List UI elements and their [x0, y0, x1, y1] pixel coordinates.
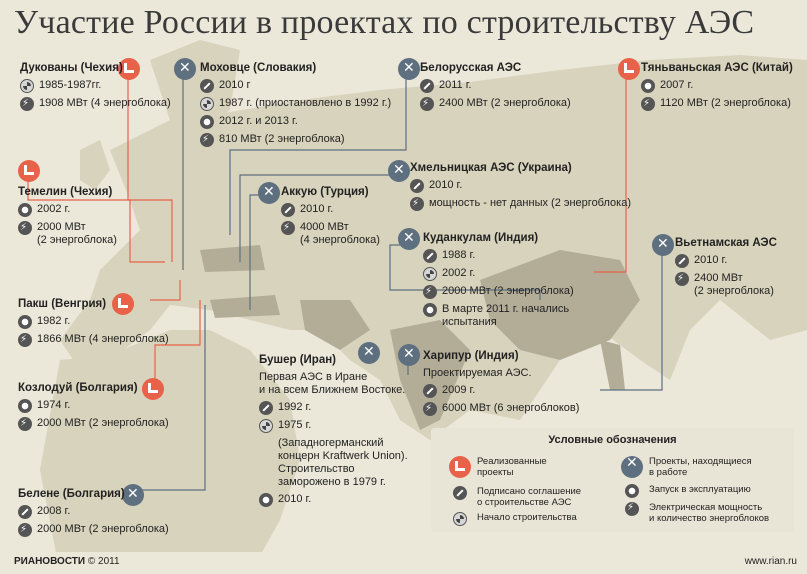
launch-icon: [18, 315, 32, 329]
power-icon: [200, 133, 214, 147]
legend-item: [621, 456, 752, 478]
plant-fact: [259, 419, 408, 433]
power-icon: [18, 221, 32, 235]
plant-fact-text: 2400 МВт (2 энергоблока): [694, 272, 774, 297]
plant-fact: [18, 505, 169, 519]
plant-fact: [423, 285, 574, 299]
plant-fact-text: 2007 г.: [660, 79, 694, 91]
plant-fact: [18, 417, 169, 431]
plant-fact-text: 2010 г: [219, 79, 251, 91]
plant-fact-text: 1908 МВт (4 энергоблока): [39, 97, 171, 109]
sign-icon: [259, 401, 273, 415]
plant-fact-text: 2010 г.: [278, 493, 312, 505]
plant-name: Хмельницкая АЭС (Украина): [410, 162, 572, 174]
launch-icon: [259, 493, 273, 507]
sign-legend-icon: [453, 486, 467, 500]
launch-icon: [18, 203, 32, 217]
sign-icon: [423, 249, 437, 263]
project-in-progress-icon: [258, 182, 280, 204]
plant-name: Бушер (Иран): [259, 354, 337, 366]
plant-fact: [18, 523, 169, 537]
plant-4: [410, 162, 631, 211]
sign-icon: [200, 79, 214, 93]
plant-fact: [423, 402, 579, 416]
plant-fact-text: 2002 г.: [37, 203, 71, 215]
plant-fact: [281, 221, 380, 247]
plant-fact-text: 2010 г.: [300, 203, 334, 215]
plant-7: [423, 232, 574, 329]
plant-fact: [410, 179, 631, 193]
plant-fact-text: 1992 г.: [278, 401, 312, 413]
plant-fact-text: 2000 МВт (2 энергоблока): [37, 417, 169, 429]
plant-fact-text: 1120 МВт (2 энергоблока): [660, 97, 791, 109]
work-legend-icon: [621, 456, 643, 478]
plant-fact: [200, 115, 391, 129]
plant-fact: [420, 79, 571, 93]
plant-fact-text: 1985-1987гг.: [39, 79, 102, 91]
plant-fact-text: 1975 г.: [278, 419, 312, 431]
project-in-progress-icon: [652, 234, 674, 256]
power-icon: [641, 97, 655, 111]
power-legend-icon: [625, 502, 639, 516]
plant-fact: [18, 221, 117, 247]
plant-fact: [259, 401, 408, 415]
plant-name: Куданкулам (Индия): [423, 232, 539, 244]
plant-fact: [18, 333, 169, 347]
plant-fact-text: 1987 г. (приостановлено в 1992 г.): [219, 97, 392, 109]
legend-title: Условные обозначения: [548, 434, 677, 446]
plant-name: Вьетнамская АЭС: [675, 237, 777, 249]
start-legend-icon: [453, 512, 467, 526]
plant-name: Пакш (Венгрия): [18, 298, 107, 310]
plant-fact-text: 6000 МВт (6 энергоблоков): [442, 402, 580, 414]
plant-name: Дукованы (Чехия): [20, 62, 123, 74]
plant-fact-text: 1982 г.: [37, 315, 71, 327]
power-icon: [18, 523, 32, 537]
power-icon: [18, 333, 32, 347]
plant-name: Белене (Болгария): [18, 488, 125, 500]
legend-item-label: Реализованные проекты: [477, 456, 547, 478]
plant-name: Козлодуй (Болгария): [18, 382, 138, 394]
page-title: Участие России в проектах по строительству АЭС: [14, 4, 755, 41]
plant-fact: [18, 315, 169, 329]
plant-fact-text: 2011 г.: [439, 79, 472, 91]
plant-12: [18, 382, 169, 431]
project-in-progress-icon: [388, 160, 410, 182]
plant-fact-text: 2400 МВт (2 энергоблока): [439, 97, 571, 109]
plant-13: [18, 488, 169, 537]
footer-brand: [14, 556, 120, 567]
power-icon: [423, 285, 437, 299]
legend-item: [621, 484, 751, 498]
plant-9: [18, 298, 169, 347]
start-icon: [423, 267, 437, 281]
power-icon: [20, 97, 34, 111]
legend-item-label: Электрическая мощность и количество энергоблоков: [649, 502, 770, 524]
launch-icon: [423, 303, 437, 317]
plant-note: Проектируемая АЭС.: [423, 367, 532, 379]
plant-name: Моховце (Словакия): [200, 62, 317, 74]
sign-icon: [281, 203, 295, 217]
plant-fact-text: 1974 г.: [37, 399, 71, 411]
plant-fact-text: 2010 г.: [429, 179, 463, 191]
plant-2: [420, 62, 571, 111]
plant-fact-text: мощность - нет данных (2 энергоблока): [429, 197, 631, 209]
plant-fact-text: 2010 г.: [694, 254, 728, 266]
legend-item: [449, 486, 581, 508]
plant-fact: [20, 97, 171, 111]
plant-fact: [200, 133, 391, 147]
plant-name: Темелин (Чехия): [18, 186, 113, 198]
plant-fact: [20, 79, 171, 93]
legend-panel: [431, 428, 794, 532]
done-legend-icon: [449, 456, 471, 478]
plant-fact: [18, 203, 117, 217]
plant-fact-text: 2008 г.: [37, 505, 71, 517]
plant-fact: [423, 249, 574, 263]
plant-11: [423, 350, 579, 416]
power-icon: [281, 221, 295, 235]
footer-site: www.rian.ru: [744, 556, 797, 567]
sign-icon: [423, 384, 437, 398]
plant-fact: [423, 303, 574, 329]
plant-fact-text: 2000 МВт (2 энергоблока): [442, 285, 574, 297]
plant-fact-text: 2012 г. и 2013 г.: [219, 115, 298, 127]
plant-fact: [423, 384, 579, 398]
plant-fact-text: 4000 МВт (4 энергоблока): [300, 221, 380, 246]
legend-item-label: Начало строительства: [477, 512, 577, 523]
plant-fact: [423, 267, 574, 281]
plant-fact-text: В марте 2011 г. начались испытания: [442, 303, 570, 328]
legend-item: [449, 456, 547, 478]
plant-fact: [675, 254, 777, 268]
plant-name: Харипур (Индия): [423, 350, 519, 362]
legend-item-label: Запуск в эксплуатацию: [649, 484, 751, 495]
plant-name: Тяньваньская АЭС (Китай): [641, 62, 793, 74]
brand-logo: РИАНОВОСТИ: [14, 556, 86, 567]
plant-fact: [259, 437, 408, 489]
project-in-progress-icon: [174, 58, 196, 80]
plant-8: [675, 237, 777, 298]
launch-icon: [641, 79, 655, 93]
legend-item: [449, 512, 577, 526]
project-in-progress-icon: [398, 58, 420, 80]
start-icon: [259, 419, 273, 433]
plant-6: [281, 186, 380, 247]
plant-name: Белорусская АЭС: [420, 62, 522, 74]
plant-fact: [281, 203, 380, 217]
completed-project-icon: [18, 160, 40, 182]
plant-fact: [675, 272, 777, 298]
project-in-progress-icon: [398, 344, 420, 366]
power-icon: [18, 417, 32, 431]
power-icon: [410, 197, 424, 211]
sign-icon: [410, 179, 424, 193]
plant-1: [200, 62, 391, 147]
plant-fact: [200, 97, 391, 111]
completed-project-icon: [618, 58, 640, 80]
plant-fact-text: (Западногерманский концерн Kraftwerk Union). Строительство заморожено в 1979 г.: [278, 437, 408, 488]
plant-fact-text: 2000 МВт (2 энергоблока): [37, 523, 169, 535]
sign-icon: [675, 254, 689, 268]
copyright: © 2011: [87, 556, 120, 567]
legend-item-label: Подписано соглашение о строительстве АЭС: [477, 486, 582, 508]
plant-fact-text: 1866 МВт (4 энергоблока): [37, 333, 169, 345]
sign-icon: [18, 505, 32, 519]
power-icon: [420, 97, 434, 111]
plant-3: [641, 62, 793, 111]
start-icon: [200, 97, 214, 111]
plant-note: Первая АЭС в Иране и на всем Ближнем Востоке.: [259, 371, 406, 396]
plant-fact-text: 2002 г.: [442, 267, 476, 279]
legend-item: [621, 502, 769, 524]
plant-fact-text: 2000 МВт (2 энергоблока): [37, 221, 117, 246]
plant-fact-text: 1988 г.: [442, 249, 476, 261]
plant-10: [259, 354, 408, 507]
plant-fact: [641, 97, 793, 111]
plant-0: [20, 62, 171, 111]
power-icon: [423, 402, 437, 416]
power-icon: [675, 272, 689, 286]
plant-fact: [18, 399, 169, 413]
plant-fact: [200, 79, 391, 93]
sign-icon: [420, 79, 434, 93]
legend-item-label: Проекты, находящиеся в работе: [649, 456, 752, 478]
launch-icon: [18, 399, 32, 413]
plant-fact: [410, 197, 631, 211]
plant-fact: [259, 493, 408, 507]
plant-fact: [420, 97, 571, 111]
launch-legend-icon: [625, 484, 639, 498]
plant-fact-text: 810 МВт (2 энергоблока): [219, 133, 345, 145]
plant-name: Аккую (Турция): [281, 186, 369, 198]
launch-icon: [200, 115, 214, 129]
project-in-progress-icon: [398, 228, 420, 250]
plant-5: [18, 186, 117, 247]
plant-fact-text: 2009 г.: [442, 384, 476, 396]
start-icon: [20, 79, 34, 93]
plant-fact: [641, 79, 793, 93]
